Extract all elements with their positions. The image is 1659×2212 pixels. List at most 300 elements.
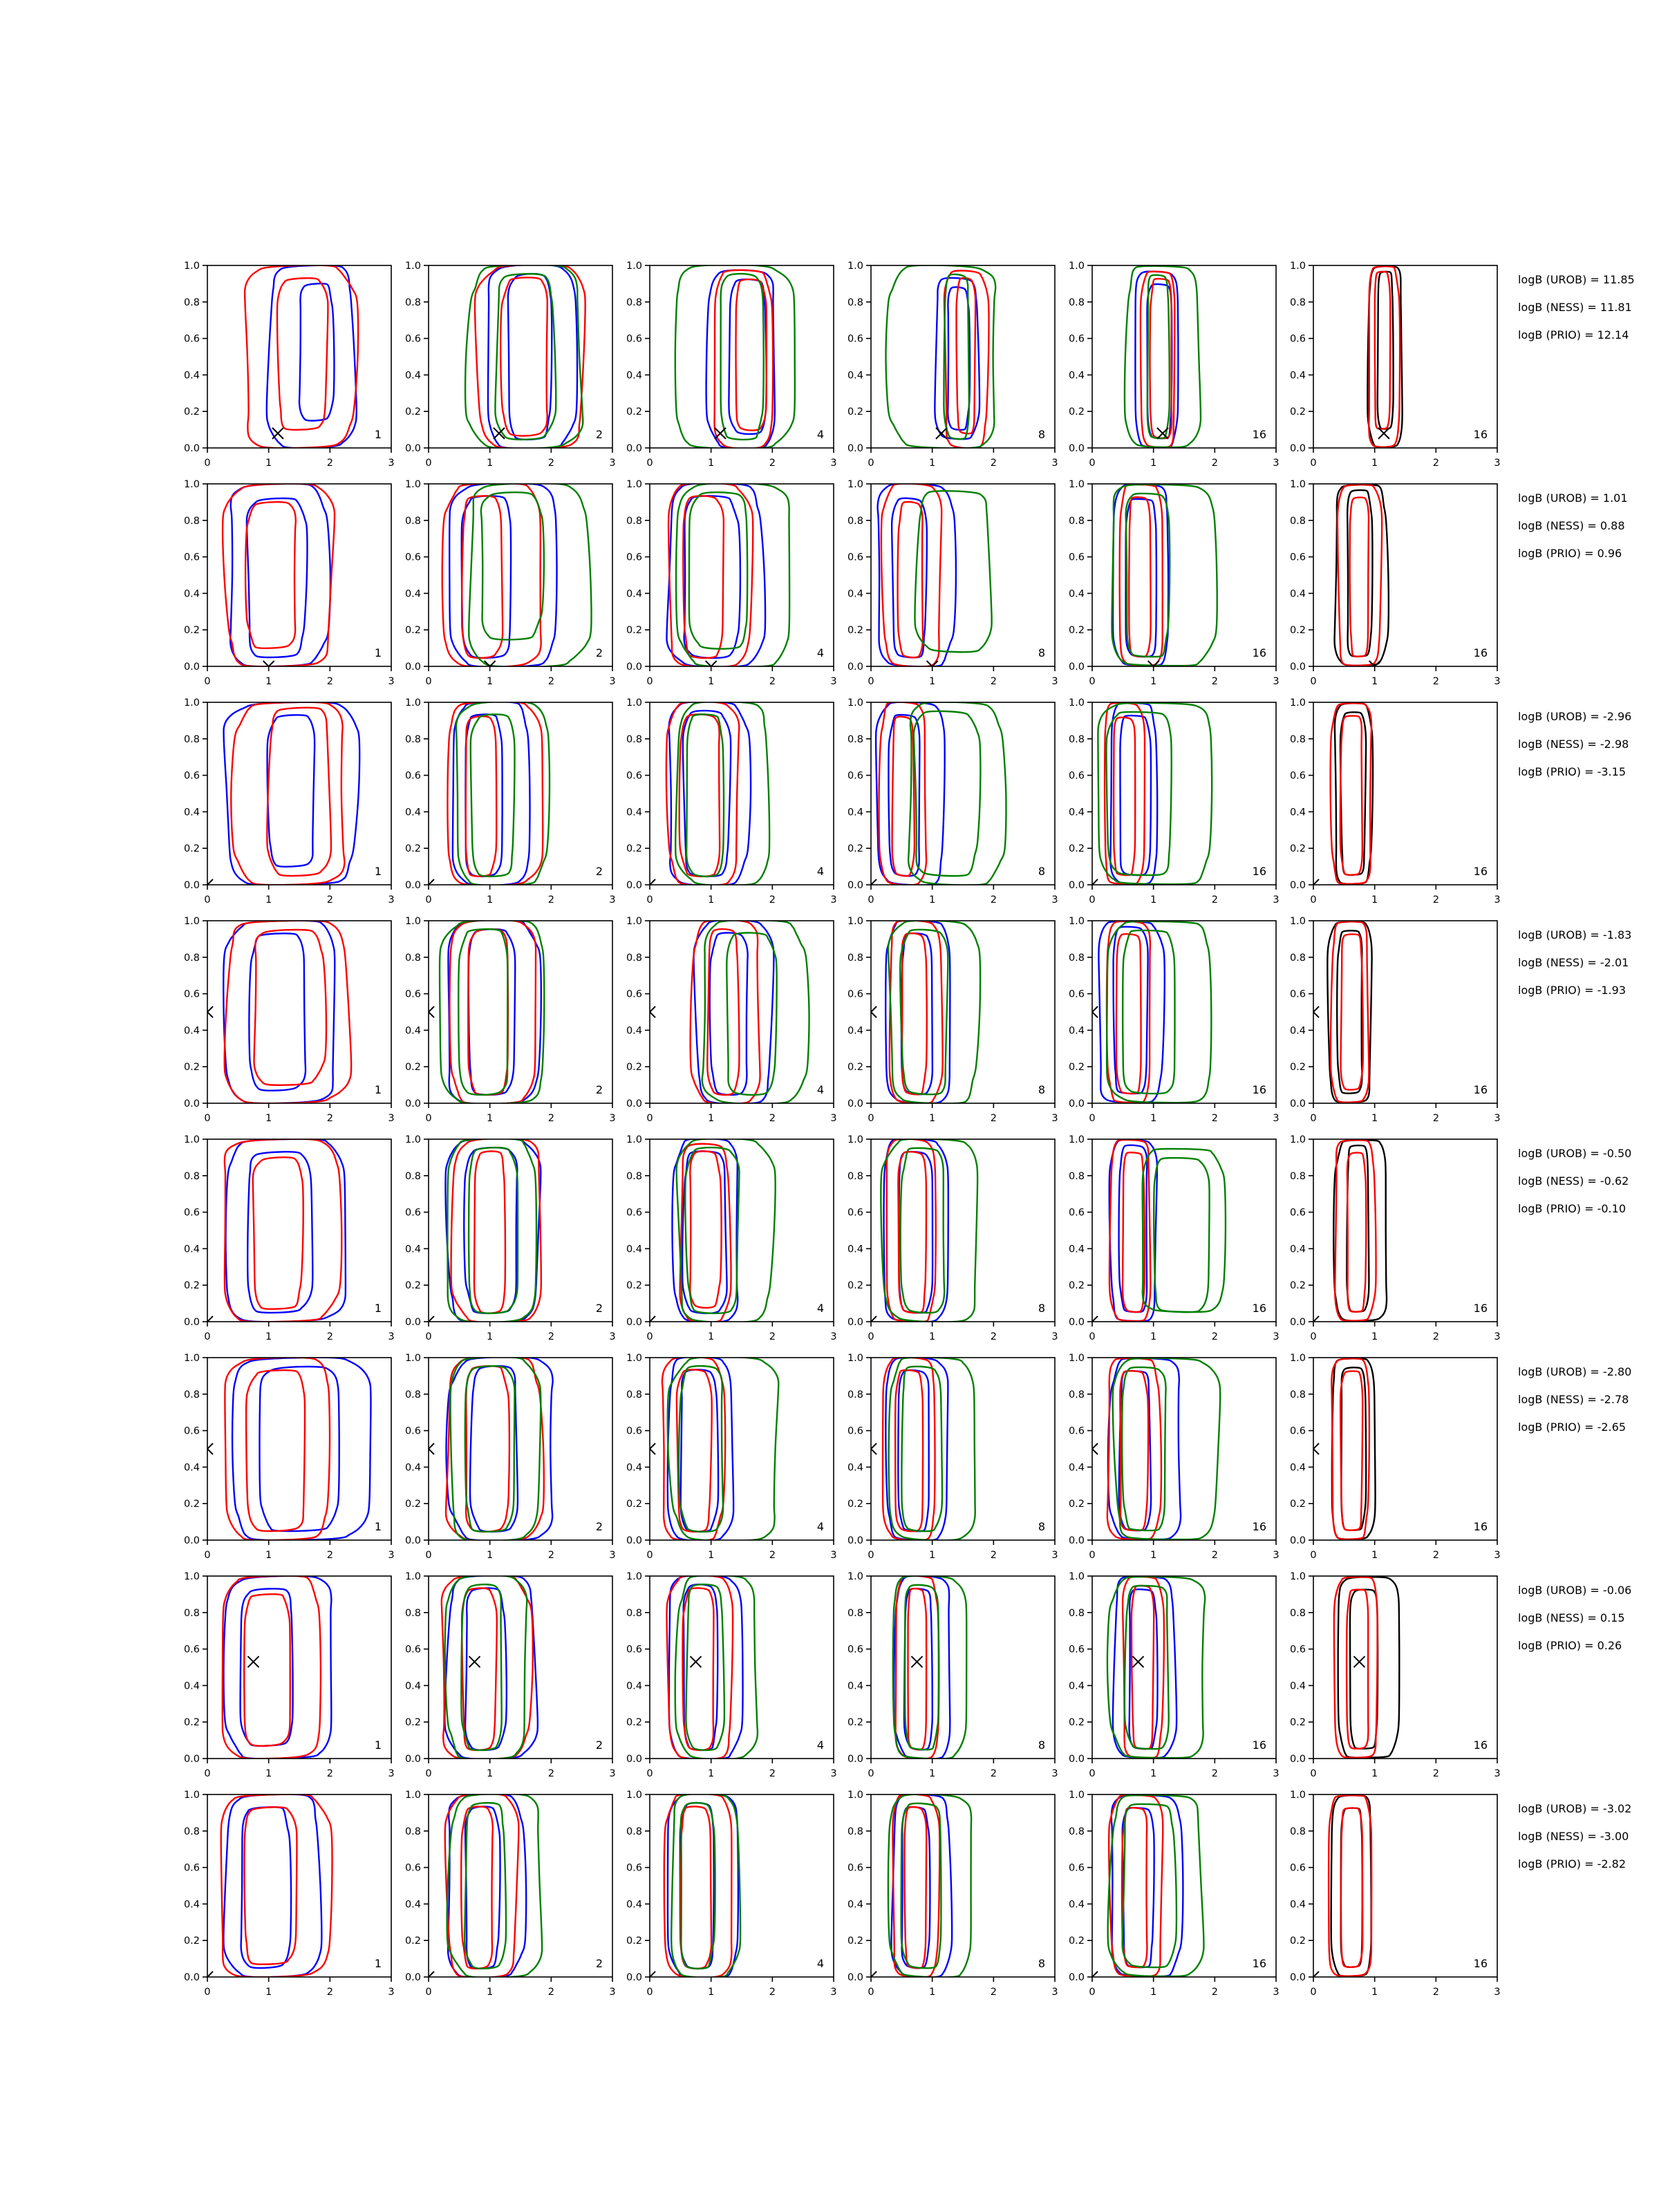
x-tick-label: 0: [425, 1550, 432, 1561]
x-tick-label: 3: [1273, 676, 1280, 687]
y-tick-label: 1.0: [847, 1790, 863, 1801]
panel-r5-c3: [626, 1134, 837, 1342]
y-tick-label: 0.0: [847, 1317, 863, 1328]
x-tick-label: 1: [265, 676, 272, 687]
contour-ness: [445, 1794, 519, 1978]
y-tick-label: 0.2: [626, 843, 642, 855]
x-tick-label: 0: [646, 1331, 653, 1342]
x-tick-label: 1: [929, 1113, 936, 1124]
y-tick-label: 0.2: [626, 625, 642, 637]
x-tick-label: 3: [1273, 1550, 1280, 1561]
x-tick-label: 2: [1211, 1331, 1218, 1342]
y-tick-label: 0.6: [626, 770, 642, 782]
contour-group: [1308, 1140, 1387, 1327]
panel-label: 16: [1252, 1302, 1266, 1315]
x-tick-label: 1: [1150, 1550, 1157, 1561]
panel-r1-c5: [1069, 261, 1280, 469]
y-tick-label: 0.0: [404, 1754, 421, 1765]
panel-r4-c3: [626, 916, 837, 1124]
true-value-marker: [1133, 1656, 1144, 1667]
x-tick-label: 3: [388, 676, 395, 687]
x-tick-label: 1: [929, 1768, 936, 1779]
x-tick-label: 3: [609, 458, 616, 469]
contour-group: [644, 1138, 776, 1327]
panel-label: 16: [1473, 1083, 1488, 1096]
y-tick-label: 0.6: [1068, 552, 1085, 563]
contour-group: [423, 1794, 542, 1983]
x-tick-label: 1: [708, 1113, 715, 1124]
axes-frame: [207, 265, 391, 448]
x-tick-label: 0: [1310, 676, 1317, 687]
y-tick-label: 0.6: [1289, 1425, 1306, 1437]
x-tick-label: 3: [830, 894, 837, 906]
contour-ness: [1107, 1358, 1161, 1539]
y-tick-label: 0.0: [1289, 1535, 1306, 1546]
contour-ness: [1331, 1358, 1369, 1539]
axes-frame: [429, 921, 612, 1103]
x-tick-label: 1: [1150, 676, 1157, 687]
y-tick-label: 0.6: [1068, 1644, 1085, 1656]
x-tick-label: 2: [769, 1113, 776, 1124]
contour-prio: [471, 714, 515, 876]
y-tick-label: 0.2: [404, 1936, 421, 1947]
panel-r6-c4: [847, 1353, 1058, 1561]
y-tick-label: 0.2: [404, 843, 421, 855]
y-tick-label: 0.2: [1068, 625, 1085, 637]
contour-ness: [1350, 498, 1369, 657]
y-tick-label: 0.8: [1068, 1826, 1085, 1837]
contour-group: [442, 483, 592, 672]
y-tick-label: 0.8: [404, 1826, 421, 1837]
contour-ness: [1338, 485, 1382, 665]
y-tick-label: 0.8: [1289, 733, 1306, 745]
x-tick-label: 2: [990, 676, 997, 687]
x-tick-label: 1: [1371, 1550, 1378, 1561]
contour-ness: [223, 484, 335, 666]
contour-ness: [1329, 1795, 1371, 1976]
y-tick-label: 0.4: [847, 588, 863, 600]
panel-label: 4: [816, 428, 824, 441]
y-tick-label: 0.8: [847, 1389, 863, 1400]
x-tick-label: 2: [1432, 1987, 1439, 1998]
y-tick-label: 1.0: [626, 261, 642, 272]
y-tick-label: 1.0: [1289, 1790, 1306, 1801]
panel-r4-c5: [1069, 916, 1280, 1124]
contour-urob: [1114, 927, 1148, 1094]
contour-group: [223, 1576, 332, 1759]
contour-group: [1308, 921, 1372, 1102]
logb-stat: logB (NESS) = 11.81: [1518, 301, 1632, 314]
axes-frame: [429, 1358, 612, 1540]
x-tick-label: 3: [830, 1768, 837, 1779]
contour-ness: [446, 1357, 544, 1541]
contour-prio: [676, 483, 789, 667]
panel-label: 1: [374, 646, 382, 659]
contour-ness: [1341, 1808, 1362, 1967]
contour-ness: [475, 265, 585, 449]
panel-label: 2: [595, 1520, 603, 1533]
contour-group: [1308, 1795, 1371, 1983]
logb-stat: logB (UROB) = 11.85: [1518, 273, 1635, 286]
y-tick-label: 0.2: [847, 1717, 863, 1729]
y-tick-label: 0.8: [183, 733, 200, 745]
contour-group: [423, 920, 544, 1104]
x-tick-label: 2: [1432, 894, 1439, 906]
y-tick-label: 0.0: [626, 1317, 642, 1328]
contour-ness: [905, 1807, 927, 1968]
y-tick-label: 0.0: [1068, 1317, 1085, 1328]
x-tick-label: 1: [265, 1768, 272, 1779]
panel-r7-c2: [405, 1571, 616, 1779]
x-tick-label: 3: [1494, 676, 1501, 687]
contour-ness: [680, 1806, 711, 1969]
y-tick-label: 0.8: [183, 952, 200, 964]
x-tick-label: 3: [1051, 894, 1058, 906]
y-tick-label: 0.2: [1068, 1499, 1085, 1510]
x-tick-label: 2: [1211, 1768, 1218, 1779]
y-tick-label: 0.2: [1289, 1936, 1306, 1947]
logb-stat: logB (UROB) = -2.80: [1518, 1365, 1632, 1378]
panel-label: 16: [1473, 428, 1488, 441]
x-tick-label: 2: [1432, 1113, 1439, 1124]
x-tick-label: 0: [646, 894, 653, 906]
y-tick-label: 0.4: [1068, 588, 1085, 600]
contour-ness: [253, 1157, 303, 1309]
y-tick-label: 0.6: [626, 552, 642, 563]
y-tick-label: 0.0: [1289, 1098, 1306, 1109]
x-tick-label: 0: [204, 1987, 211, 1998]
axes-frame: [1313, 1139, 1497, 1322]
contour-urob: [899, 1152, 932, 1313]
panel-r7-c4: [847, 1571, 1058, 1779]
y-tick-label: 0.2: [626, 1936, 642, 1947]
panel-r4-c1: [184, 916, 395, 1124]
y-tick-label: 0.2: [183, 1280, 200, 1292]
x-tick-label: 0: [646, 1987, 653, 1998]
x-tick-label: 0: [868, 458, 874, 469]
panel-r2-c4: [847, 479, 1058, 687]
y-tick-label: 0.2: [183, 1062, 200, 1074]
y-tick-label: 0.4: [626, 588, 642, 600]
x-tick-label: 3: [830, 1331, 837, 1342]
y-tick-label: 0.6: [1068, 1425, 1085, 1437]
x-tick-label: 2: [326, 1331, 333, 1342]
contour-urob: [666, 483, 765, 667]
x-tick-label: 3: [830, 1550, 837, 1561]
logb-stat: logB (NESS) = -2.78: [1518, 1393, 1629, 1406]
x-tick-label: 0: [868, 676, 874, 687]
y-tick-label: 0.8: [1289, 1389, 1306, 1400]
y-tick-label: 1.0: [626, 479, 642, 490]
y-tick-label: 0.8: [404, 297, 421, 308]
y-tick-label: 1.0: [1068, 1134, 1085, 1145]
contour-urob: [884, 1139, 948, 1322]
logb-stat: logB (PRIO) = 0.96: [1518, 547, 1622, 560]
y-tick-label: 0.6: [404, 1425, 421, 1437]
y-tick-label: 0.8: [1289, 515, 1306, 527]
contour-prio: [1154, 1158, 1209, 1312]
x-tick-label: 3: [1494, 1550, 1501, 1561]
x-tick-label: 2: [547, 676, 554, 687]
y-tick-label: 0.0: [626, 1972, 642, 1983]
y-tick-label: 0.0: [847, 662, 863, 673]
y-tick-label: 0.6: [183, 1644, 200, 1656]
panel-label: 16: [1473, 646, 1488, 659]
y-tick-label: 1.0: [1068, 1790, 1085, 1801]
y-tick-label: 0.0: [1289, 1754, 1306, 1765]
y-tick-label: 0.0: [1068, 1754, 1085, 1765]
contour-urob: [948, 287, 970, 430]
x-tick-label: 3: [1494, 1113, 1501, 1124]
x-tick-label: 3: [1273, 1331, 1280, 1342]
y-tick-label: 0.4: [1289, 370, 1306, 382]
x-tick-label: 3: [609, 894, 616, 906]
contour-prio: [908, 702, 1006, 885]
panel-r8-c6: [1290, 1790, 1501, 1998]
logb-stat: logB (UROB) = -0.50: [1518, 1147, 1632, 1160]
x-tick-label: 1: [1371, 458, 1378, 469]
y-tick-label: 0.4: [1068, 1899, 1085, 1911]
contour-group: [1087, 703, 1212, 890]
y-tick-label: 0.2: [1068, 1280, 1085, 1292]
contour-prio: [445, 1575, 527, 1759]
x-tick-label: 0: [425, 458, 432, 469]
contour-group: [1334, 485, 1388, 672]
y-tick-label: 0.4: [404, 1899, 421, 1911]
x-tick-label: 0: [1089, 894, 1096, 906]
y-tick-label: 1.0: [404, 1134, 421, 1145]
contour-prio: [440, 920, 544, 1104]
y-tick-label: 0.0: [404, 662, 421, 673]
y-tick-label: 0.6: [1289, 770, 1306, 782]
contour-urob: [668, 1794, 738, 1978]
logb-stat: logB (PRIO) = -3.15: [1518, 765, 1626, 778]
panel-r3-c4: [847, 697, 1058, 906]
y-tick-label: 0.8: [1068, 515, 1085, 527]
contour-group: [423, 702, 550, 890]
contour-group: [865, 921, 980, 1104]
y-tick-label: 0.8: [626, 1170, 642, 1182]
y-tick-label: 0.2: [1289, 1499, 1306, 1510]
x-tick-label: 1: [708, 894, 715, 906]
y-tick-label: 0.6: [1289, 988, 1306, 1000]
x-tick-label: 2: [1211, 1113, 1218, 1124]
contour-group: [1308, 703, 1373, 890]
panel-r2-c6: [1290, 479, 1501, 687]
y-tick-label: 1.0: [183, 697, 200, 709]
contour-ness: [890, 921, 943, 1104]
x-tick-label: 0: [204, 1768, 211, 1779]
y-tick-label: 0.0: [404, 443, 421, 454]
contour-truth: [1341, 1808, 1362, 1967]
x-tick-label: 2: [769, 1987, 776, 1998]
x-tick-label: 1: [708, 676, 715, 687]
contour-prio: [451, 1357, 541, 1541]
panel-label: 8: [1038, 865, 1045, 878]
contour-group: [1087, 921, 1211, 1103]
contour-group: [893, 1576, 966, 1759]
y-tick-label: 0.4: [404, 1462, 421, 1474]
y-tick-label: 1.0: [183, 479, 200, 490]
contour-ness: [442, 483, 541, 667]
contour-ness: [449, 920, 536, 1104]
y-tick-label: 0.2: [847, 843, 863, 855]
panel-label: 16: [1252, 1957, 1266, 1970]
contour-ness: [1123, 1152, 1145, 1312]
y-tick-label: 1.0: [1289, 1353, 1306, 1364]
y-tick-label: 0.8: [847, 1826, 863, 1837]
y-tick-label: 0.8: [183, 1607, 200, 1619]
y-tick-label: 0.0: [1289, 880, 1306, 891]
y-tick-label: 0.8: [626, 1389, 642, 1400]
y-tick-label: 0.0: [1068, 880, 1085, 891]
x-tick-label: 0: [868, 1550, 874, 1561]
y-tick-label: 0.6: [626, 1425, 642, 1437]
x-tick-label: 0: [646, 1550, 653, 1561]
contour-group: [465, 265, 585, 449]
x-tick-label: 3: [388, 894, 395, 906]
y-tick-label: 0.4: [847, 1025, 863, 1037]
x-tick-label: 2: [326, 1113, 333, 1124]
y-tick-label: 0.8: [183, 1170, 200, 1182]
x-tick-label: 0: [868, 1113, 874, 1124]
panel-r6-c1: [184, 1353, 395, 1561]
contour-urob: [680, 1803, 714, 1969]
x-tick-label: 3: [609, 1768, 616, 1779]
x-tick-label: 3: [388, 458, 395, 469]
panel-r4-c4: [847, 916, 1058, 1124]
logb-stat: logB (PRIO) = -1.93: [1518, 984, 1626, 997]
y-tick-label: 0.6: [847, 1644, 863, 1656]
y-tick-label: 0.8: [404, 1607, 421, 1619]
x-tick-label: 1: [265, 894, 272, 906]
y-tick-label: 0.8: [404, 515, 421, 527]
y-tick-label: 0.6: [183, 770, 200, 782]
contour-group: [1087, 1140, 1226, 1327]
contour-prio: [481, 492, 544, 639]
x-tick-label: 3: [1273, 1987, 1280, 1998]
contour-ness: [1109, 1795, 1163, 1976]
y-tick-label: 0.0: [1068, 1535, 1085, 1546]
x-tick-label: 1: [1150, 1987, 1157, 1998]
x-tick-label: 1: [265, 458, 272, 469]
x-tick-label: 0: [1089, 1987, 1096, 1998]
panel-r2-c3: [626, 479, 837, 687]
panel-label: 4: [816, 1520, 824, 1533]
y-tick-label: 0.2: [1068, 1062, 1085, 1074]
y-tick-label: 0.4: [183, 588, 200, 600]
x-tick-label: 1: [929, 894, 936, 906]
y-tick-label: 0.0: [404, 1317, 421, 1328]
panel-label: 1: [374, 1738, 382, 1752]
x-tick-label: 0: [425, 1768, 432, 1779]
contour-prio: [702, 920, 809, 1104]
contour-group: [878, 484, 992, 672]
y-tick-label: 0.2: [404, 1062, 421, 1074]
contour-ness: [691, 920, 760, 1104]
contour-ness: [474, 1151, 505, 1313]
panel-label: 4: [816, 1738, 824, 1752]
x-tick-label: 2: [1211, 894, 1218, 906]
contour-group: [442, 1575, 538, 1759]
y-tick-label: 0.4: [404, 1680, 421, 1692]
x-tick-label: 2: [1211, 676, 1218, 687]
y-tick-label: 0.4: [847, 1680, 863, 1692]
y-tick-label: 1.0: [626, 1571, 642, 1582]
x-tick-label: 1: [487, 1768, 494, 1779]
x-tick-label: 0: [646, 676, 653, 687]
y-tick-label: 1.0: [404, 697, 421, 709]
x-tick-label: 3: [388, 1113, 395, 1124]
x-tick-label: 1: [487, 1113, 494, 1124]
y-tick-label: 0.8: [847, 1170, 863, 1182]
contour-ness: [908, 1588, 927, 1750]
panel-r8-c2: [405, 1790, 616, 1998]
panel-label: 16: [1473, 1957, 1488, 1970]
y-tick-label: 0.0: [1068, 1098, 1085, 1109]
y-tick-label: 0.4: [183, 370, 200, 382]
x-tick-label: 0: [1310, 1331, 1317, 1342]
x-tick-label: 2: [547, 894, 554, 906]
panel-r5-c2: [405, 1134, 616, 1342]
y-tick-label: 0.0: [1289, 1317, 1306, 1328]
y-tick-label: 0.0: [626, 880, 642, 891]
contour-group: [423, 1357, 553, 1541]
y-tick-label: 0.4: [404, 370, 421, 382]
y-tick-label: 0.2: [183, 1717, 200, 1729]
y-tick-label: 0.6: [1068, 333, 1085, 345]
contour-urob: [223, 1794, 321, 1977]
y-tick-label: 0.2: [1068, 1936, 1085, 1947]
y-tick-label: 0.4: [183, 807, 200, 818]
y-tick-label: 0.6: [1289, 552, 1306, 563]
contour-group: [666, 1575, 757, 1759]
y-tick-label: 0.6: [1068, 1207, 1085, 1219]
y-tick-label: 0.4: [404, 807, 421, 818]
y-tick-label: 0.2: [1289, 1062, 1306, 1074]
axes-frame: [650, 1794, 834, 1977]
contour-prio: [469, 483, 591, 667]
y-tick-label: 0.8: [404, 1389, 421, 1400]
x-tick-label: 3: [1494, 894, 1501, 906]
x-tick-label: 3: [1051, 1768, 1058, 1779]
x-tick-label: 2: [769, 1768, 776, 1779]
y-tick-label: 0.6: [183, 1425, 200, 1437]
x-tick-label: 3: [388, 1768, 395, 1779]
contour-ness: [468, 929, 508, 1095]
panel-r8-c4: [847, 1790, 1058, 1998]
y-tick-label: 0.6: [626, 333, 642, 345]
contour-urob: [1123, 1808, 1154, 1967]
y-tick-label: 0.4: [626, 1025, 642, 1037]
y-tick-label: 0.8: [1068, 297, 1085, 308]
x-tick-label: 1: [1371, 1331, 1378, 1342]
contour-prio: [881, 1139, 977, 1322]
y-tick-label: 1.0: [1289, 697, 1306, 709]
x-tick-label: 1: [487, 1987, 494, 1998]
contour-urob: [268, 715, 315, 866]
y-tick-label: 0.6: [404, 988, 421, 1000]
contour-prio: [458, 929, 507, 1095]
x-tick-label: 1: [265, 1113, 272, 1124]
x-tick-label: 3: [830, 458, 837, 469]
panel-r3-c2: [405, 697, 616, 906]
contour-group: [675, 265, 795, 449]
y-tick-label: 1.0: [404, 261, 421, 272]
x-tick-label: 3: [609, 676, 616, 687]
y-tick-label: 0.6: [847, 552, 863, 563]
y-tick-label: 0.0: [1289, 1972, 1306, 1983]
